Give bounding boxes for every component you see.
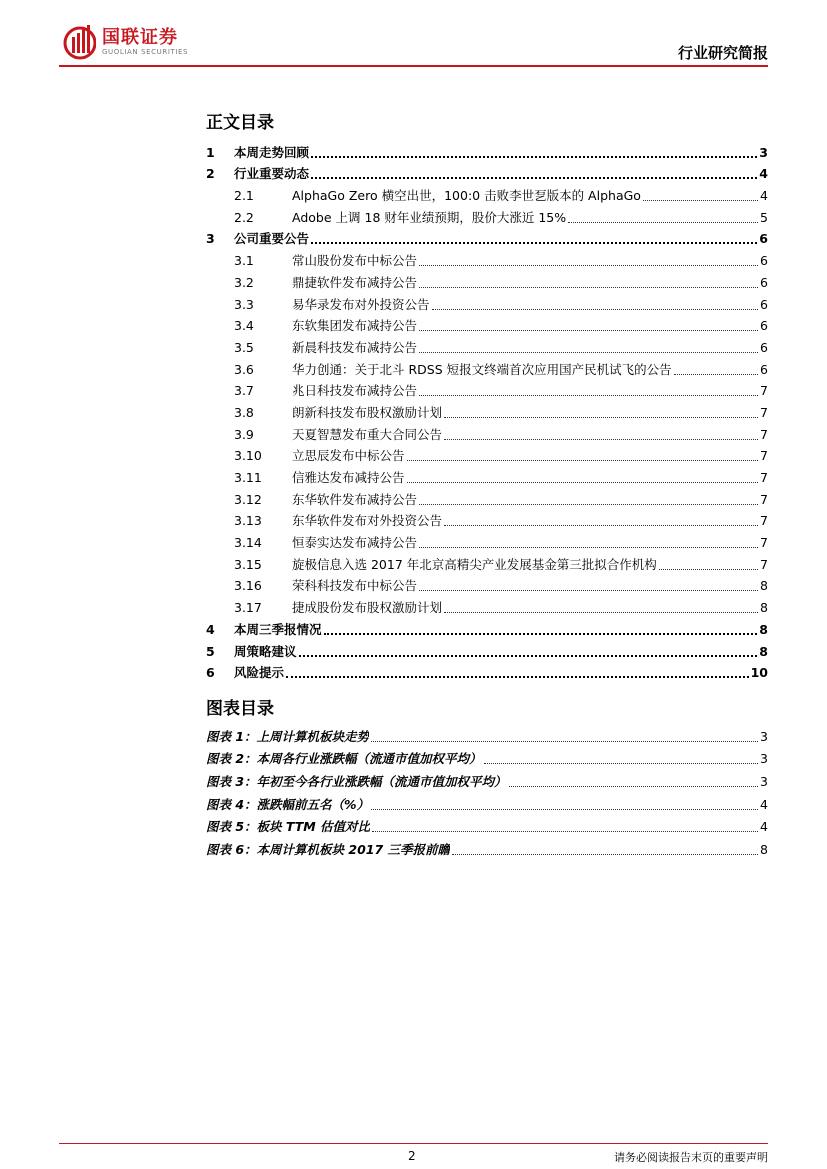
toc-entry-page: 7	[760, 448, 768, 464]
toc-entry-number: 3.14	[234, 535, 262, 551]
dot-leader	[419, 329, 758, 331]
toc-entry-title: 兆日科技发布减持公告	[292, 383, 418, 399]
toc-entry-number: 3.11	[234, 470, 262, 485]
footer-divider	[59, 1143, 768, 1144]
dot-leader	[452, 853, 758, 855]
toc-entry-title: 鼎捷软件发布减持公告	[292, 274, 418, 290]
toc-entry[interactable]	[206, 638, 768, 660]
figure-entry[interactable]	[206, 767, 768, 790]
toc-entry[interactable]	[206, 269, 768, 291]
dot-leader	[372, 830, 758, 832]
toc-entry-title: 行业重要动态	[234, 166, 310, 182]
toc-entry-page: 6	[760, 253, 768, 269]
toc-entry-number: 2.2	[234, 209, 254, 225]
toc-entry-title: 东华软件发布对外投资公告	[292, 513, 443, 529]
dot-leader	[509, 785, 758, 787]
toc-entry[interactable]	[206, 182, 768, 204]
toc-entry-page: 6	[760, 339, 768, 355]
figure-entry-page: 3	[760, 728, 768, 744]
dot-leader	[444, 524, 758, 526]
toc-entry-number: 3.10	[234, 448, 262, 464]
toc-entry-title: 风险提示	[234, 665, 285, 681]
dot-leader	[419, 546, 758, 548]
figure-entry[interactable]	[206, 790, 768, 813]
toc-entry-number: 2	[206, 166, 215, 182]
toc-entry-title: 荣科科技发布中标公告	[292, 578, 418, 594]
toc-entry-number: 3.12	[234, 491, 262, 507]
toc-entry-number: 3.4	[234, 318, 254, 334]
toc-entry-title: 信雅达发布减持公告	[292, 470, 405, 485]
figure-entry-title: 图表 4：涨跌幅前五名（%）	[206, 796, 370, 812]
dot-leader	[419, 286, 758, 288]
toc-entry[interactable]	[206, 421, 768, 443]
figure-entry-title: 图表 2：本周各行业涨跌幅（流通市值加权平均）	[206, 751, 482, 767]
toc-entry-number: 3.6	[234, 361, 254, 377]
toc-entry-title: 恒泰实达发布减持公告	[292, 535, 418, 551]
table-of-contents	[206, 139, 768, 681]
toc-entry-page: 3	[759, 144, 768, 160]
dot-leader	[419, 503, 758, 505]
toc-entry-title: 新晨科技发布减持公告	[292, 339, 418, 355]
toc-entry-title: 常山股份发布中标公告	[292, 253, 418, 269]
figure-entry-page: 3	[760, 774, 768, 790]
toc-entry-number: 3.17	[234, 600, 262, 616]
toc-entry-number: 2.1	[234, 188, 254, 204]
toc-entry[interactable]	[206, 443, 768, 465]
dot-leader	[311, 176, 757, 179]
toc-entry-number: 3.16	[234, 578, 262, 594]
toc-entry-page: 8	[759, 643, 768, 659]
toc-title: 正文目录	[206, 113, 274, 133]
toc-entry-page: 7	[760, 556, 768, 572]
toc-entry[interactable]	[206, 399, 768, 421]
toc-entry[interactable]	[206, 226, 768, 248]
toc-entry-title: 立思辰发布中标公告	[292, 448, 405, 464]
toc-entry[interactable]	[206, 616, 768, 638]
toc-entry[interactable]	[206, 594, 768, 616]
toc-entry-number: 4	[206, 621, 215, 637]
toc-entry-page: 6	[760, 318, 768, 334]
toc-entry-page: 8	[759, 621, 768, 637]
toc-entry-title: 东软集团发布减持公告	[292, 318, 418, 334]
toc-entry-number: 3.2	[234, 274, 254, 290]
toc-entry-page: 5	[760, 209, 768, 225]
toc-entry[interactable]	[206, 334, 768, 356]
dot-leader	[432, 308, 758, 310]
dot-leader	[419, 264, 758, 266]
toc-entry-title: 本周三季报情况	[234, 621, 322, 637]
toc-entry-page: 7	[760, 404, 768, 420]
toc-entry-page: 7	[760, 513, 768, 529]
toc-entry-title: 公司重要公告	[234, 231, 310, 247]
dot-leader	[674, 373, 758, 375]
toc-entry-title: 本周走势回顾	[234, 144, 310, 160]
toc-entry-number: 3.5	[234, 339, 254, 355]
toc-entry[interactable]	[206, 660, 768, 682]
toc-entry-title: 东华软件发布减持公告	[292, 491, 418, 507]
figure-list-title: 图表目录	[206, 699, 274, 719]
figure-entry-page: 4	[760, 819, 768, 835]
figure-entry-title: 图表 3：年初至今各行业涨跌幅（流通市值加权平均）	[206, 774, 507, 790]
footer-page-number: 2	[408, 1149, 416, 1163]
toc-entry[interactable]	[206, 313, 768, 335]
toc-entry[interactable]	[206, 378, 768, 400]
toc-entry-page: 7	[760, 426, 768, 442]
dot-leader	[444, 438, 758, 440]
toc-entry[interactable]	[206, 356, 768, 378]
figure-entry-page: 8	[760, 842, 768, 858]
toc-entry-number: 3.13	[234, 513, 262, 529]
figure-entry[interactable]	[206, 813, 768, 836]
toc-entry-page: 6	[760, 361, 768, 377]
dot-leader	[299, 654, 758, 657]
figure-entry[interactable]	[206, 745, 768, 768]
dot-leader	[286, 675, 749, 678]
dot-leader	[444, 611, 758, 613]
figure-entry[interactable]	[206, 835, 768, 858]
dot-leader	[568, 221, 758, 223]
toc-entry[interactable]	[206, 291, 768, 313]
figure-entry-page: 3	[760, 751, 768, 767]
company-logo	[62, 22, 188, 62]
toc-entry-title: 易华录发布对外投资公告	[292, 296, 430, 312]
toc-entry-title: 天夏智慧发布重大合同公告	[292, 426, 443, 442]
toc-entry-number: 3.9	[234, 426, 254, 442]
toc-entry-page: 7	[760, 383, 768, 399]
dot-leader	[659, 568, 758, 570]
figure-list	[206, 722, 768, 858]
toc-entry-page: 7	[760, 491, 768, 507]
toc-entry-number: 5	[206, 643, 215, 659]
toc-entry[interactable]	[206, 161, 768, 183]
toc-entry-page: 6	[760, 296, 768, 312]
toc-entry-number: 1	[206, 144, 215, 160]
toc-entry-number: 3	[206, 231, 215, 247]
dot-leader	[407, 481, 758, 483]
toc-entry-number: 3.3	[234, 296, 254, 312]
dot-leader	[371, 740, 758, 742]
page-header	[0, 0, 827, 70]
toc-entry-page: 7	[760, 535, 768, 551]
figure-entry-title: 图表 6：本周计算机板块 2017 三季报前瞻	[206, 842, 451, 858]
toc-entry[interactable]	[206, 486, 768, 508]
logo-chinese-name: 国联证券	[102, 26, 178, 48]
toc-entry-title: 周策略建议	[234, 643, 297, 659]
dot-leader	[407, 459, 758, 461]
dot-leader	[311, 155, 757, 158]
toc-entry-number: 3.8	[234, 404, 254, 420]
dot-leader	[419, 589, 758, 591]
toc-entry-page: 10	[750, 665, 768, 681]
toc-entry-number: 3.15	[234, 556, 262, 572]
toc-entry-page: 6	[759, 231, 768, 247]
dot-leader	[324, 632, 758, 635]
toc-entry-title: Adobe 上调 18 财年业绩预期，股价大涨近 15%	[292, 209, 567, 225]
toc-entry-number: 6	[206, 665, 215, 681]
toc-entry[interactable]	[206, 247, 768, 269]
dot-leader	[419, 394, 758, 396]
dot-leader	[419, 351, 758, 353]
toc-entry-page: 7	[760, 470, 768, 485]
toc-entry-title: 华力创通：关于北斗 RDSS 短报文终端首次应用国产民机试飞的公告	[292, 361, 672, 377]
dot-leader	[371, 808, 758, 810]
figure-entry-title: 图表 5：板块 TTM 估值对比	[206, 819, 371, 835]
toc-entry[interactable]	[206, 508, 768, 530]
toc-entry[interactable]	[206, 551, 768, 573]
toc-entry[interactable]	[206, 573, 768, 595]
toc-entry[interactable]	[206, 529, 768, 551]
toc-entry[interactable]	[206, 464, 768, 486]
logo-english-name: GUOLIAN SECURITIES	[102, 47, 189, 56]
guolian-logo-icon	[62, 23, 96, 61]
toc-entry-number: 3.1	[234, 253, 254, 269]
dot-leader	[444, 416, 758, 418]
figure-entry[interactable]	[206, 722, 768, 745]
toc-entry-page: 4	[760, 188, 768, 204]
dot-leader	[484, 762, 758, 764]
toc-entry-page: 4	[759, 166, 768, 182]
toc-entry-title: 捷成股份发布股权激励计划	[292, 600, 443, 616]
figure-entry-page: 4	[760, 796, 768, 812]
toc-entry-title: AlphaGo Zero 横空出世，100:0 击败李世乭版本的 AlphaGo	[292, 188, 641, 204]
report-type-label: 行业研究简报	[677, 44, 768, 62]
toc-entry-title: 旋极信息入选 2017 年北京高精尖产业发展基金第三批拟合作机构	[292, 556, 657, 572]
toc-entry-page: 6	[760, 274, 768, 290]
toc-entry-page: 8	[760, 600, 768, 616]
dot-leader	[311, 241, 757, 244]
toc-entry-page: 8	[760, 578, 768, 594]
toc-entry-number: 3.7	[234, 383, 254, 399]
figure-entry-title: 图表 1：上周计算机板块走势	[206, 728, 370, 744]
dot-leader	[643, 199, 758, 201]
toc-entry[interactable]	[206, 204, 768, 226]
toc-entry-title: 朗新科技发布股权激励计划	[292, 404, 443, 420]
footer-disclaimer: 请务必阅读报告末页的重要声明	[614, 1151, 768, 1164]
header-divider	[59, 65, 768, 67]
toc-entry[interactable]	[206, 139, 768, 161]
